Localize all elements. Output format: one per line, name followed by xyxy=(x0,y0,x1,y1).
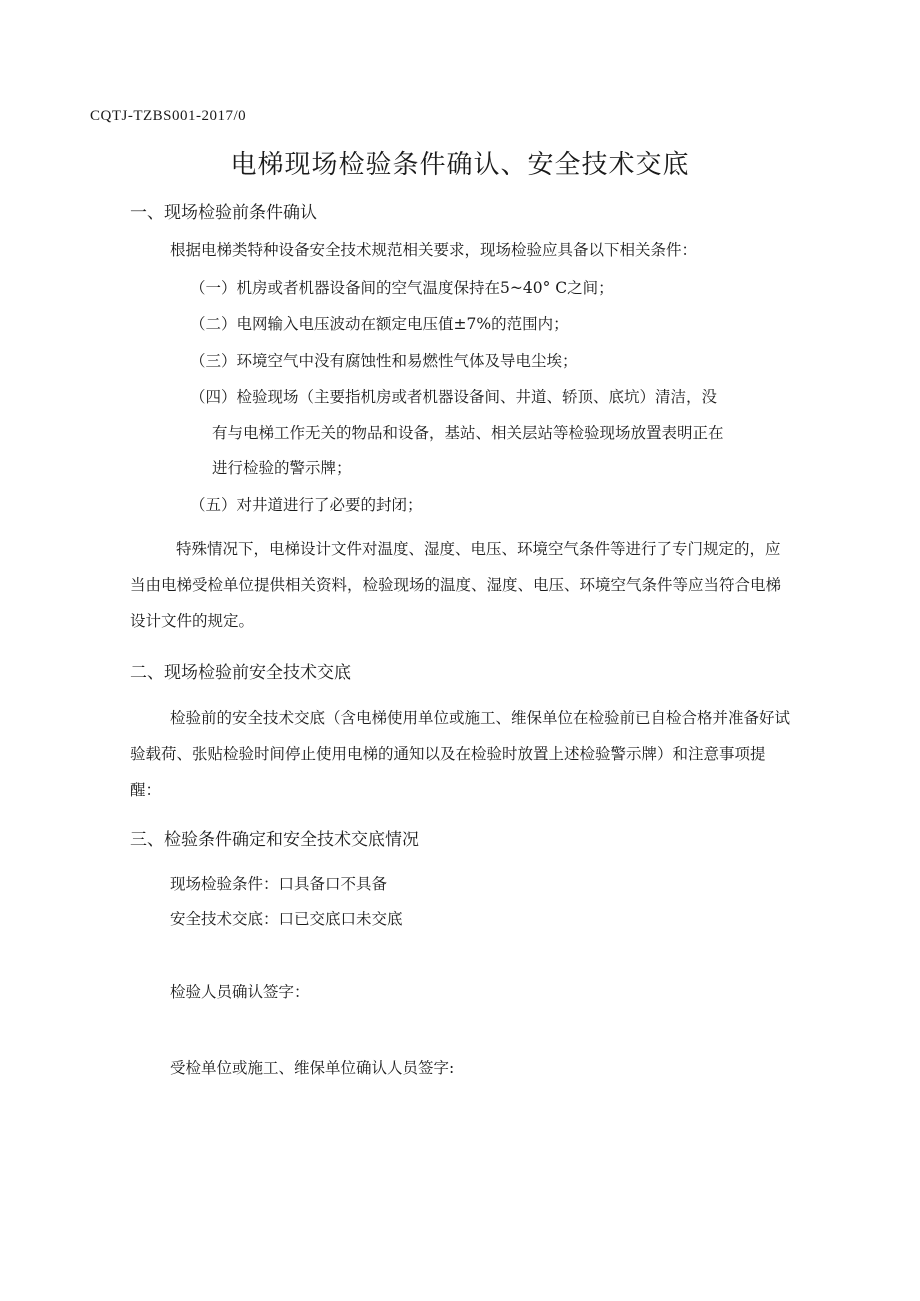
special-note-paragraph: 特殊情况下，电梯设计文件对温度、湿度、电压、环境空气条件等进行了专门规定的，应当由电梯受检单位提供相关资料，检验现场的温度、湿度、电压、环境空气条件等应当符合电梯设计文件的规定。 xyxy=(130,540,782,630)
document-title: 电梯现场检验条件确认、安全技术交底 xyxy=(230,150,690,180)
section1-heading: 一、现场检验前条件确认 xyxy=(130,203,317,223)
section2-heading: 二、现场检验前安全技术交底 xyxy=(130,663,351,683)
section2-body: 检验前的安全技术交底（含电梯使用单位或施工、维保单位在检验前已自检合格并准备好试验载荷、张贴检验时间停止使用电梯的通知以及在检验时放置上述检验警示牌）和注意事项提醒： xyxy=(130,709,791,799)
inspection-conditions-line: 现场检验条件：口具备口不具备 xyxy=(170,875,388,893)
condition-item-1: （一）机房或者机器设备间的空气温度保持在5~40° C之间； xyxy=(190,279,614,297)
condition-item-4-line2: 有与电梯工作无关的物品和设备，基站、相关层站等检验现场放置表明正在 xyxy=(212,424,724,442)
inspector-signature-label: 检验人员确认签字： xyxy=(170,983,310,1001)
condition-item-5: （五）对井道进行了必要的封闭； xyxy=(190,496,423,514)
section3-heading: 三、检验条件确定和安全技术交底情况 xyxy=(130,830,419,850)
document-code: CQTJ-TZBS001-2017/0 xyxy=(90,108,247,124)
condition-item-4-line3: 进行检验的警示牌； xyxy=(212,459,352,477)
safety-briefing-line: 安全技术交底：口已交底口未交底 xyxy=(170,910,403,928)
section1-intro: 根据电梯类特种设备安全技术规范相关要求，现场检验应具备以下相关条件： xyxy=(170,241,698,259)
unit-signature-label: 受检单位或施工、维保单位确认人员签字: xyxy=(170,1059,455,1077)
condition-item-3: （三）环境空气中没有腐蚀性和易燃性气体及导电尘埃； xyxy=(190,352,578,370)
condition-item-2: （二）电网输入电压波动在额定电压值±7%的范围内； xyxy=(190,315,569,333)
condition-item-4-line1: （四）检验现场（主要指机房或者机器设备间、井道、轿顶、底坑）清洁，没 xyxy=(190,388,718,406)
